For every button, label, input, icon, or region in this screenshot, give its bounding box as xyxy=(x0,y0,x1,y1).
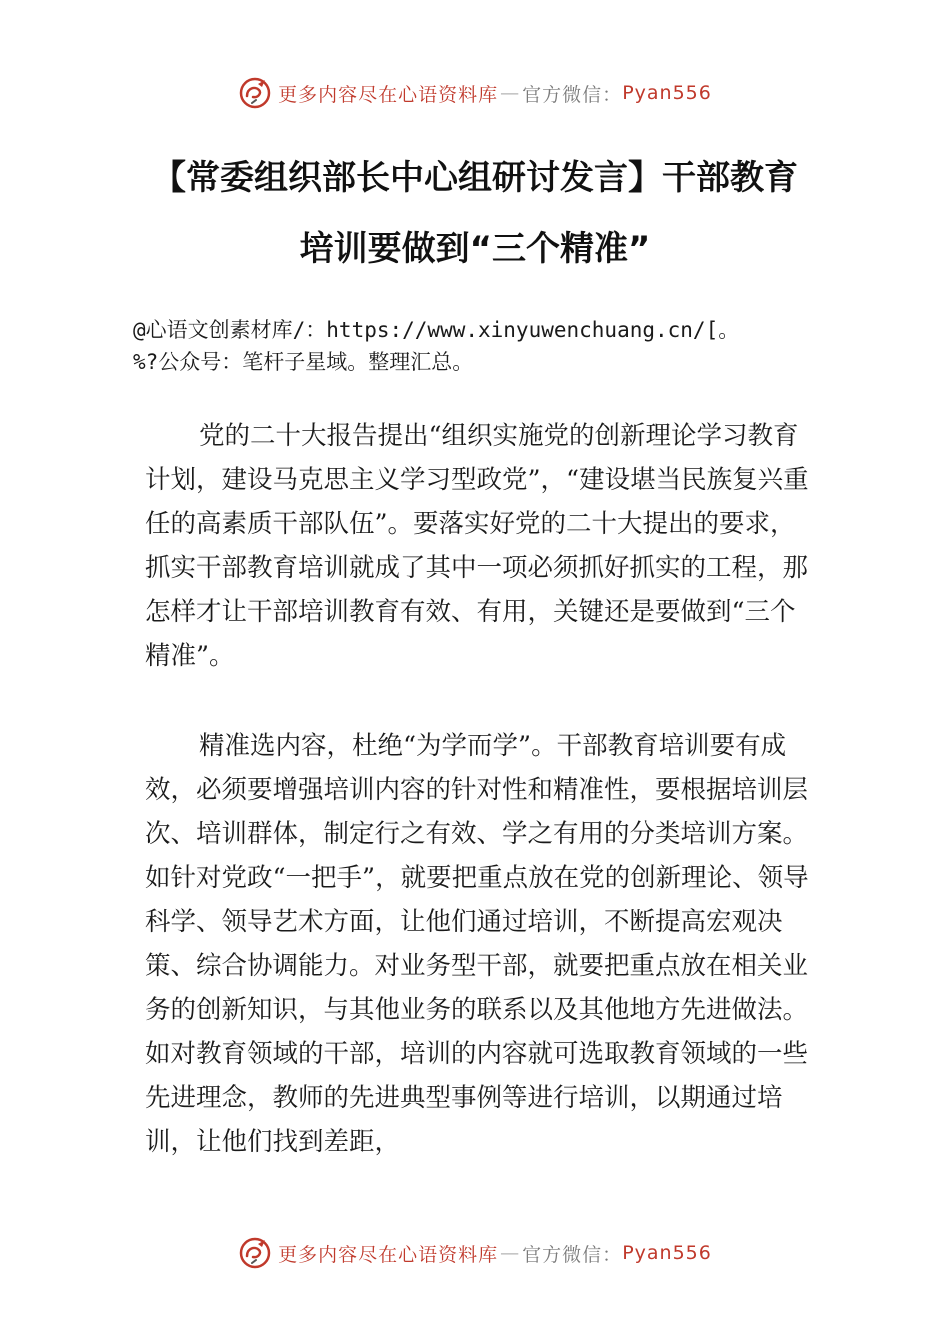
body-paragraph: 党的二十大报告提出“组织实施党的创新理论学习教育计划，建设马克思主义学习型政党”，“建设堪当民族复兴重任的高素质干部队伍”。要落实好党的二十大提出的要求，抓实干部教育培训就成了其中一项必须抓好抓实的工程，那怎样才让干部培训教育有效、有用，关键还是要做到“三个精准”。 xyxy=(145,421,809,671)
heart-swirl-logo-icon xyxy=(238,76,272,110)
source-note xyxy=(133,314,823,378)
watermark-label: 官方微信： xyxy=(522,83,623,106)
watermark-wechat-id: Pyan556 xyxy=(622,82,712,104)
watermark-wechat-id: Pyan556 xyxy=(622,1242,712,1264)
document-title-line-1: 【常委组织部长中心组研讨发言】干部教育 xyxy=(152,158,798,198)
document-title-line-2: 培训要做到“三个精准” xyxy=(299,229,651,269)
watermark-label: 官方微信： xyxy=(522,1243,623,1266)
source-line-2: %?公众号：笔杆子星域。整理汇总。 xyxy=(133,350,474,374)
watermark-slogan: 更多内容尽在心语资料库 xyxy=(278,83,499,106)
watermark-slogan: 更多内容尽在心语资料库 xyxy=(278,1243,499,1266)
footer-watermark xyxy=(0,1233,950,1273)
heart-swirl-logo-icon xyxy=(238,1236,272,1270)
source-line-1: @心语文创素材库/：https://www.xinyuwenchuang.cn/[。 xyxy=(133,318,740,342)
watermark-dash: — xyxy=(500,82,521,104)
body-paragraph: 精准选内容，杜绝“为学而学”。干部教育培训要有成效，必须要增强培训内容的针对性和精准性，要根据培训层次、培训群体，制定行之有效、学之有用的分类培训方案。如针对党政“一把手”，就要把重点放在党的创新理论、领导科学、领导艺术方面，让他们通过培训，不断提高宏观决策、综合协调能力。对业务型干部，就要把重点放在相关业务的创新知识，与其他业务的联系以及其他地方先进做法。如对教育领域的干部，培训的内容就可选取教育领域的一些先进理念，教师的先进典型事例等进行培训，以期通过培训，让他们找到差距， xyxy=(145,731,809,1157)
watermark-dash: — xyxy=(500,1242,521,1264)
header-watermark xyxy=(0,73,950,113)
